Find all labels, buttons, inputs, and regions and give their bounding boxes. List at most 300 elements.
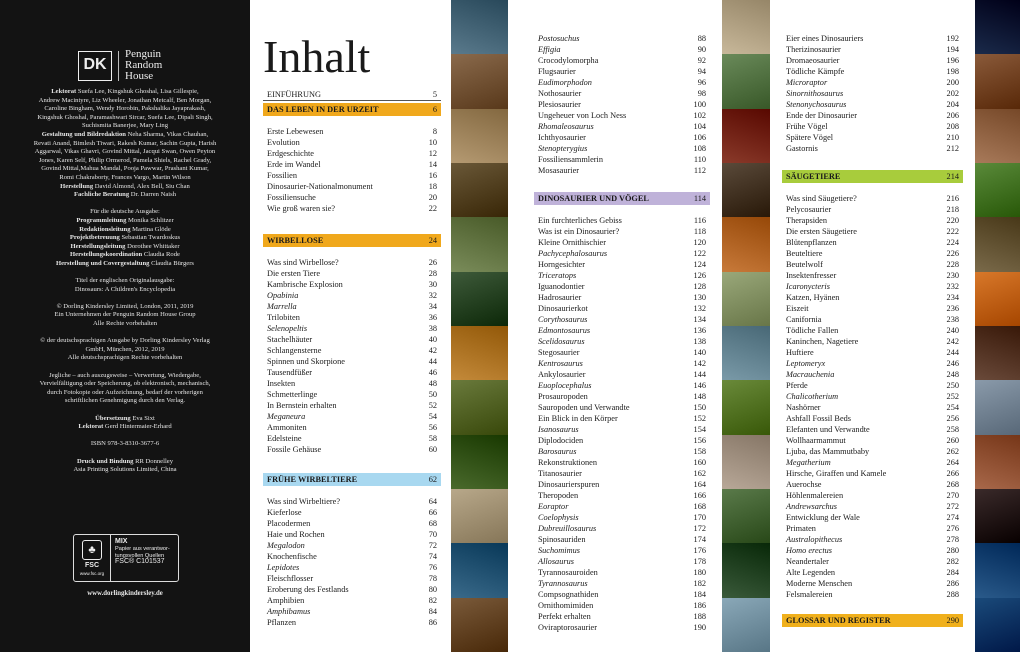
toc-entry[interactable] (267, 357, 437, 367)
toc-entry[interactable] (786, 392, 959, 402)
toc-entry[interactable] (267, 390, 437, 400)
photo-thumbnail (722, 54, 770, 108)
entry-title: Pflanzen (267, 618, 297, 627)
page-number: 226 (946, 249, 959, 258)
entry-title: Titanosaurier (538, 469, 582, 478)
dk-logo-icon: DK (78, 51, 112, 81)
toc-entry[interactable] (786, 205, 959, 215)
photo-thumbnail (722, 380, 770, 434)
toc-entry[interactable] (267, 171, 437, 181)
page-number: 170 (693, 513, 706, 522)
toc-entry[interactable] (786, 381, 959, 391)
toc-entry[interactable] (786, 315, 959, 325)
page-number: 284 (946, 568, 959, 577)
toc-entry[interactable] (538, 133, 706, 143)
page-number: 148 (693, 392, 706, 401)
toc-entry[interactable] (538, 524, 706, 534)
photo-thumbnail (975, 272, 1020, 326)
section-header[interactable] (534, 192, 710, 205)
section-header[interactable] (263, 473, 441, 486)
entry-title: Ashfall Fossil Beds (786, 414, 851, 423)
toc-entry[interactable] (538, 337, 706, 347)
entry-title: Dubreuillosaurus (538, 524, 597, 533)
page-number: 250 (946, 381, 959, 390)
imprint-line: Andrew Macintyre, Liz Wheeler, Jonathan Metcalf, Ben Morgan, (38, 96, 212, 104)
toc-entry[interactable] (786, 348, 959, 358)
page-number: 62 (428, 475, 437, 484)
toc-entry[interactable] (786, 524, 959, 534)
toc-entry[interactable] (538, 282, 706, 292)
imprint-line: Romi Chakraborty, Frances Vargo, Martin Wilson (59, 173, 191, 181)
page-number: 132 (693, 304, 706, 313)
toc-entry[interactable] (538, 469, 706, 479)
entry-title: Perfekt erhalten (538, 612, 591, 621)
toc-entry[interactable] (786, 491, 959, 501)
toc-entry[interactable] (538, 370, 706, 380)
section-title: DAS LEBEN IN DER URZEIT (267, 105, 379, 114)
toc-entry[interactable] (267, 324, 437, 334)
photo-thumbnail (722, 543, 770, 597)
entry-title: Entwicklung der Wale (786, 513, 860, 522)
page-number: 230 (946, 271, 959, 280)
section-title: EINFÜHRUNG (267, 90, 321, 99)
toc-entry[interactable] (786, 370, 959, 380)
entry-title: Blütenpflanzen (786, 238, 837, 247)
toc-entry[interactable] (538, 100, 706, 110)
entry-title: Neandertaler (786, 557, 829, 566)
toc-entry[interactable] (786, 304, 959, 314)
toc-entry[interactable] (267, 149, 437, 159)
section-header[interactable] (782, 170, 963, 183)
entry-title: Katzen, Hyänen (786, 293, 840, 302)
toc-entry[interactable] (786, 579, 959, 589)
entry-title: Tyrannosauroiden (538, 568, 598, 577)
photo-thumbnail (975, 54, 1020, 108)
photo-thumbnail (451, 489, 508, 543)
toc-entry[interactable] (786, 67, 959, 77)
page-number: 116 (693, 216, 706, 225)
toc-entry[interactable] (267, 508, 437, 518)
imprint-line: Fachliche Beratung Dr. Darren Naish (73, 191, 176, 199)
entry-title: Insekten (267, 379, 296, 388)
entry-title: Eudimorphodon (538, 78, 592, 87)
toc-entry[interactable] (786, 326, 959, 336)
toc-entry[interactable] (267, 127, 437, 137)
toc-entry[interactable] (538, 260, 706, 270)
page-number: 134 (693, 315, 706, 324)
section-title: DINOSAURIER UND VÖGEL (538, 194, 649, 203)
page-number: 266 (946, 469, 959, 478)
entry-title: Iguanodontier (538, 282, 585, 291)
toc-entry[interactable] (267, 530, 437, 540)
toc-entry[interactable] (538, 568, 706, 578)
publisher-name: Penguin Random House (125, 48, 163, 82)
entry-title: Primaten (786, 524, 816, 533)
page-number: 118 (693, 227, 706, 236)
toc-column-1 (267, 0, 437, 652)
toc-entry[interactable] (267, 401, 437, 411)
toc-entry[interactable] (786, 122, 959, 132)
toc-entry[interactable] (538, 579, 706, 589)
imprint-line: Dinosaurs: A Children's Encyclopedia (74, 285, 176, 293)
photo-thumbnail (975, 598, 1020, 652)
imprint-line: Projektbetreuung Sebastian Twardoskus (69, 234, 181, 242)
toc-entry[interactable] (538, 78, 706, 88)
section-header[interactable] (263, 234, 441, 247)
imprint-line: Kingshuk Ghoshal, Paramashwari Sircar, Suefa Lee, Dipali Singh, (37, 113, 213, 121)
toc-entry[interactable] (786, 56, 959, 66)
entry-title: Frühe Vögel (786, 122, 828, 131)
fsc-label: ♣ FSC www.fsc.org MIX Papier aus verantwor- tungsvollen Quellen FSC® C101537 (73, 534, 179, 582)
toc-entry[interactable] (538, 403, 706, 413)
toc-entry[interactable] (786, 425, 959, 435)
toc-entry[interactable] (267, 434, 437, 444)
page-number: 130 (693, 293, 706, 302)
toc-entry[interactable] (538, 513, 706, 523)
page-number: 168 (693, 502, 706, 511)
toc-entry[interactable] (267, 596, 437, 606)
photo-thumbnail (722, 109, 770, 163)
toc-entry[interactable] (786, 293, 959, 303)
entry-title: Ende der Dinosaurier (786, 111, 857, 120)
entry-title: Ein furchterliches Gebiss (538, 216, 622, 225)
toc-entry[interactable] (538, 34, 706, 44)
toc-entry[interactable] (538, 590, 706, 600)
entry-title: Spätere Vögel (786, 133, 834, 142)
toc-entry[interactable] (538, 155, 706, 165)
page-number: 42 (428, 346, 437, 355)
toc-entry[interactable] (267, 607, 437, 617)
toc-entry[interactable] (267, 291, 437, 301)
entry-title: Fossiliensuche (267, 193, 316, 202)
entry-title: Was sind Säugetiere? (786, 194, 857, 203)
page-number: 26 (428, 258, 437, 267)
toc-entry[interactable] (267, 497, 437, 507)
toc-entry[interactable] (538, 546, 706, 556)
toc-entry[interactable] (786, 458, 959, 468)
entry-title: Horngesichter (538, 260, 585, 269)
toc-entry[interactable] (538, 122, 706, 132)
section-header[interactable] (263, 103, 441, 116)
entry-title: Ankylosaurier (538, 370, 586, 379)
entry-title: Rhomaleosaurus (538, 122, 594, 131)
entry-title: Flugsaurier (538, 67, 576, 76)
page-number: 222 (946, 227, 959, 236)
imprint-line: © der deutschsprachigen Ausgabe by Dorling Kindersley Verlag (40, 337, 210, 345)
toc-entry[interactable] (538, 458, 706, 468)
toc-entry[interactable] (538, 111, 706, 121)
toc-entry[interactable] (267, 541, 437, 551)
toc-entry[interactable] (786, 590, 959, 600)
page-number: 94 (697, 67, 706, 76)
entry-title: Mosasaurier (538, 166, 580, 175)
toc-entry[interactable] (538, 271, 706, 281)
toc-entry[interactable] (267, 574, 437, 584)
toc-entry[interactable] (786, 89, 959, 99)
toc-entry[interactable] (538, 480, 706, 490)
imprint-line: Titel der englischen Originalausgabe: (75, 277, 175, 285)
page-number: 50 (428, 390, 437, 399)
entry-title: Ornithomimiden (538, 601, 594, 610)
page-number: 52 (428, 401, 437, 410)
toc-entry[interactable] (538, 315, 706, 325)
entry-title: Sinornithosaurus (786, 89, 844, 98)
page-number: 14 (428, 160, 437, 169)
page-number: 82 (428, 596, 437, 605)
page-number: 154 (693, 425, 706, 434)
entry-title: Prosauropoden (538, 392, 588, 401)
toc-entry[interactable] (786, 227, 959, 237)
entry-title: Selenopeltis (267, 324, 308, 333)
toc-entry[interactable] (538, 414, 706, 424)
toc-entry[interactable] (538, 502, 706, 512)
toc-entry[interactable] (786, 216, 959, 226)
page-number: 204 (946, 100, 959, 109)
entry-title: Auerochse (786, 480, 822, 489)
toc-entry[interactable] (267, 445, 437, 455)
photo-thumbnail (451, 543, 508, 597)
photo-thumbnail (722, 598, 770, 652)
page-number: 268 (946, 480, 959, 489)
page-number: 86 (428, 618, 437, 627)
entry-title: Tödliche Fallen (786, 326, 839, 335)
toc-entry[interactable] (786, 337, 959, 347)
page-number: 126 (693, 271, 706, 280)
toc-entry[interactable] (267, 368, 437, 378)
publisher-logo (78, 49, 162, 82)
toc-entry[interactable] (267, 519, 437, 529)
page-number: 158 (693, 447, 706, 456)
imprint-line: Redaktionsleitung Martina Glöde (79, 225, 171, 233)
page-number: 198 (946, 67, 959, 76)
toc-entry[interactable] (538, 89, 706, 99)
toc-entry[interactable] (538, 601, 706, 611)
toc-entry[interactable] (267, 618, 437, 628)
photo-thumbnail (975, 489, 1020, 543)
toc-entry[interactable] (538, 326, 706, 336)
toc-entry[interactable] (267, 335, 437, 345)
page-number: 276 (946, 524, 959, 533)
entry-title: Edelsteine (267, 434, 302, 443)
toc-entry[interactable] (538, 491, 706, 501)
toc-column-2 (538, 0, 706, 652)
imprint-line: Jegliche – auch auszugsweise – Verwertung, Wiedergabe, (49, 371, 201, 379)
imprint-line: Herstellungskoordination Claudia Rode (70, 251, 180, 259)
toc-entry[interactable] (538, 293, 706, 303)
toc-entry[interactable] (538, 612, 706, 622)
toc-entry[interactable] (267, 412, 437, 422)
section-title: GLOSSAR UND REGISTER (786, 616, 891, 625)
photo-strip (722, 0, 770, 652)
entry-title: Gastornis (786, 144, 818, 153)
toc-entry[interactable] (538, 535, 706, 545)
toc-entry[interactable] (786, 557, 959, 567)
entry-title: Fossile Gehäuse (267, 445, 322, 454)
toc-entry[interactable] (267, 423, 437, 433)
entry-title: Rekonstruktionen (538, 458, 597, 467)
entry-title: Schmetterlinge (267, 390, 318, 399)
toc-entry[interactable] (267, 280, 437, 290)
toc-entry[interactable] (267, 269, 437, 279)
entry-title: In Bernstein erhalten (267, 401, 337, 410)
toc-entry[interactable] (786, 480, 959, 490)
photo-thumbnail (722, 0, 770, 54)
imprint-line: durch Fotokopie oder Aufzeichnung, bedarf der vorherigen (47, 388, 203, 396)
toc-entry[interactable] (538, 436, 706, 446)
toc-entry[interactable] (267, 313, 437, 323)
toc-entry[interactable] (267, 182, 437, 192)
entry-title: Kambrische Explosion (267, 280, 343, 289)
entry-title: Stegosaurier (538, 348, 580, 357)
toc-entry[interactable] (786, 546, 959, 556)
toc-entry[interactable] (538, 425, 706, 435)
page-number: 236 (946, 304, 959, 313)
toc-entry[interactable] (786, 249, 959, 259)
imprint-line: Für die deutsche Ausgabe: (90, 208, 160, 216)
toc-entry[interactable] (538, 447, 706, 457)
page-number: 88 (697, 34, 706, 43)
entry-title: Insektenfresser (786, 271, 837, 280)
toc-entry[interactable] (267, 585, 437, 595)
toc-entry[interactable] (786, 100, 959, 110)
photo-thumbnail (451, 54, 508, 108)
toc-entry[interactable] (786, 403, 959, 413)
entry-title: Diplodociden (538, 436, 584, 445)
toc-entry[interactable] (786, 535, 959, 545)
toc-entry[interactable] (267, 302, 437, 312)
entry-title: Megatherium (786, 458, 831, 467)
page-number: 214 (946, 172, 959, 181)
toc-entry[interactable] (538, 359, 706, 369)
imprint-panel (0, 0, 250, 652)
page-number: 244 (946, 348, 959, 357)
toc-entry[interactable] (786, 45, 959, 55)
toc-entry[interactable] (267, 346, 437, 356)
toc-entry[interactable] (538, 238, 706, 248)
entry-title: Beuteltiere (786, 249, 823, 258)
entry-title: Spinnen und Skorpione (267, 357, 345, 366)
toc-entry[interactable] (786, 502, 959, 512)
toc-entry[interactable] (267, 204, 437, 214)
toc-entry[interactable] (538, 392, 706, 402)
toc-entry[interactable] (538, 56, 706, 66)
toc-entry[interactable] (538, 216, 706, 226)
toc-entry[interactable] (786, 414, 959, 424)
page-number: 190 (693, 623, 706, 632)
toc-entry[interactable] (538, 348, 706, 358)
page-number: 220 (946, 216, 959, 225)
page-number: 216 (946, 194, 959, 203)
toc-entry[interactable] (538, 166, 706, 176)
toc-entry[interactable] (786, 436, 959, 446)
section-title: FRÜHE WIRBELTIERE (267, 475, 358, 484)
entry-title: Felsmalereien (786, 590, 833, 599)
toc-entry[interactable] (786, 282, 959, 292)
toc-entry[interactable] (267, 552, 437, 562)
toc-entry[interactable] (538, 144, 706, 154)
toc-entry[interactable] (538, 45, 706, 55)
entry-title: Chalicotherium (786, 392, 839, 401)
imprint-line: Programmleitung Monika Schlitzer (76, 216, 174, 224)
toc-entry[interactable] (538, 381, 706, 391)
toc-entry[interactable] (786, 447, 959, 457)
entry-title: Icaronycteris (786, 282, 830, 291)
toc-entry[interactable] (538, 227, 706, 237)
toc-entry[interactable] (267, 379, 437, 389)
page-number: 258 (946, 425, 959, 434)
toc-entry[interactable] (786, 111, 959, 121)
page-number: 164 (693, 480, 706, 489)
page-number: 106 (693, 133, 706, 142)
entry-title: Euoplocephalus (538, 381, 592, 390)
imprint-line: Caroline Bingham, Wendy Horobin, Pakshalika Jayaprakash, (44, 105, 206, 113)
photo-thumbnail (451, 0, 508, 54)
photo-thumbnail (722, 489, 770, 543)
entry-title: Isanosaurus (538, 425, 579, 434)
toc-entry[interactable] (538, 67, 706, 77)
page-number: 228 (946, 260, 959, 269)
page-number: 238 (946, 315, 959, 324)
toc-entry[interactable] (786, 144, 959, 154)
toc-entry[interactable] (786, 238, 959, 248)
toc-entry[interactable] (786, 469, 959, 479)
entry-title: Lepidotes (267, 563, 300, 572)
toc-entry[interactable] (267, 563, 437, 573)
entry-title: Macrauchenia (786, 370, 835, 379)
page-number: 172 (693, 524, 706, 533)
toc-entry[interactable] (786, 78, 959, 88)
toc-entry[interactable] (786, 359, 959, 369)
toc-entry[interactable] (538, 304, 706, 314)
entry-title: Alte Legenden (786, 568, 836, 577)
toc-entry[interactable] (786, 568, 959, 578)
entry-title: Huftiere (786, 348, 814, 357)
toc-entry[interactable] (786, 133, 959, 143)
photo-thumbnail (722, 163, 770, 217)
page-number: 182 (693, 579, 706, 588)
page-number: 8 (432, 127, 437, 136)
entry-title: Höhlenmalereien (786, 491, 844, 500)
entry-title: Tausendfüßer (267, 368, 313, 377)
page-number: 22 (428, 204, 437, 213)
page-number: 288 (946, 590, 959, 599)
toc-column-3 (786, 0, 959, 652)
toc-entry[interactable] (786, 271, 959, 281)
photo-thumbnail (975, 217, 1020, 271)
page-number: 20 (428, 193, 437, 202)
section-header[interactable] (782, 614, 963, 627)
page-number: 124 (693, 260, 706, 269)
toc-entry[interactable] (267, 160, 437, 170)
toc-entry[interactable] (267, 193, 437, 203)
toc-entry[interactable] (786, 260, 959, 270)
photo-thumbnail (722, 326, 770, 380)
imprint-line: Lektorat Gerd Hintermaier-Erhard (78, 423, 172, 431)
toc-entry[interactable] (538, 557, 706, 567)
page-number: 286 (946, 579, 959, 588)
toc-entry[interactable] (538, 623, 706, 633)
toc-entry[interactable] (267, 138, 437, 148)
entry-title: Placodermen (267, 519, 311, 528)
toc-entry[interactable] (786, 194, 959, 204)
page-number: 48 (428, 379, 437, 388)
toc-entry[interactable] (538, 249, 706, 259)
page-number: 206 (946, 111, 959, 120)
toc-entry[interactable] (267, 258, 437, 268)
toc-entry[interactable] (786, 513, 959, 523)
website-link[interactable]: www.dorlingkindersley.de (87, 590, 163, 597)
toc-entry[interactable] (786, 34, 959, 44)
